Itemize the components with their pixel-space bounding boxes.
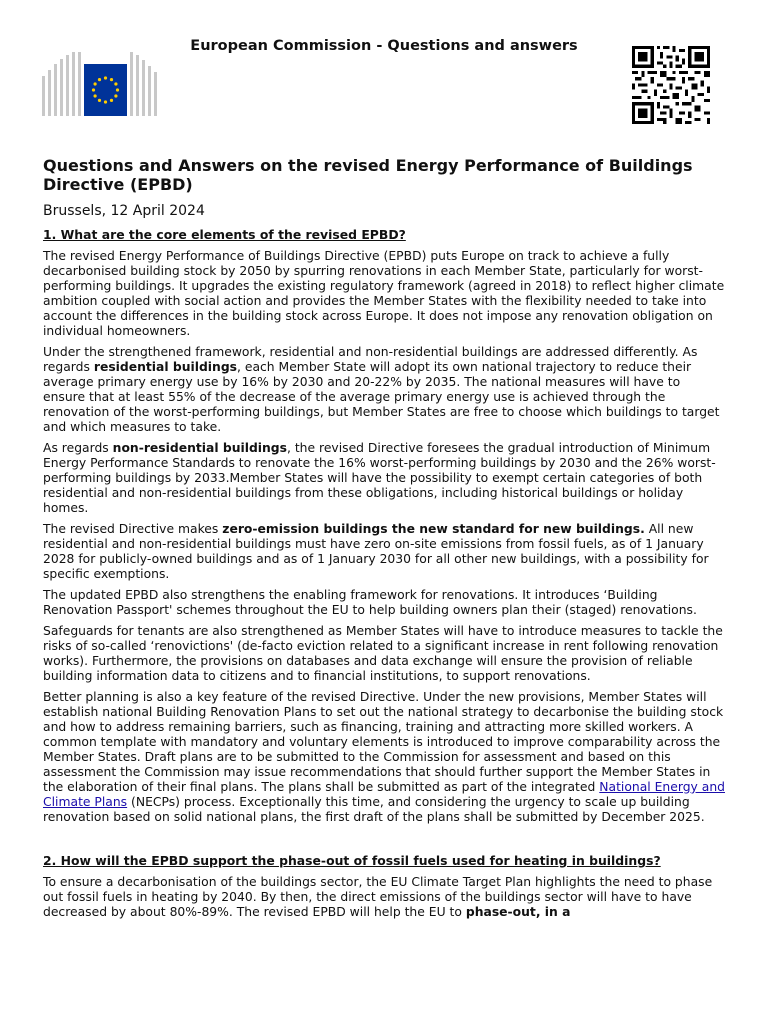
paragraph-8: [43, 875, 725, 920]
article-body: [43, 156, 725, 926]
paragraph-3-bold: non-residential buildings: [112, 441, 287, 455]
section-heading-2: 2. How will the EPBD support the phase-out of fossil fuels used for heating in buildings?: [43, 853, 661, 868]
paragraph-3: [43, 441, 725, 516]
paragraph-3-text-b: , the revised Directive foresees the gradual introduction of Minimum Energy Performance Standards to renovate the 16% worst-performing buildings by 2030 and the 26% worst-performing buildings by 2033.Member States will have the possibility to exempt certain categories of both residential and non-residential buildings from these obligations, including historical buildings or holiday homes.: [43, 441, 716, 515]
paragraph-4-bold: zero-emission buildings the new standard for new buildings.: [222, 522, 645, 536]
paragraph-6: Safeguards for tenants are also strengthened as Member States will have to introduce measures to tackle the risks of so-called ‘renovictions' (de-facto eviction related to a significant increase in rent following renovation works). Furthermore, the provisions on databases and data exchange will ensure the provision of reliable building information data to citizens and to financial institutions, to support renovations.: [43, 624, 723, 683]
paragraph-3-text-a: As regards: [43, 441, 113, 455]
paragraph-7-text-a: Better planning is also a key feature of the revised Directive. Under the new provisions, Member States will establish national Building Renovation Plans to set out the national strategy to decarbonise the building stock and how to address remaining barriers, such as financing, training and attracting more skilled workers. A common template with mandatory and voluntary elements is introduced to improve comparability across the Member States. Draft plans are to be submitted to the Commission for assessment and based on this assessment the Commission may issue recommendations that should further support the Member States in the elaboration of their final plans. The plans shall be submitted as part of the integrated: [43, 690, 724, 794]
paragraph-1: The revised Energy Performance of Buildings Directive (EPBD) puts Europe on track to achieve a fully decarbonised building stock by 2050 by spurring renovations in each Member State, particularly for worst-performing buildings. It upgrades the existing regulatory framework (agreed in 2018) to reflect higher climate ambition coupled with social action and provides the Member States with the flexibility needed to take into account the differences in the building stock across Europe. It does not impose any renovation obligation on individual homeowners.: [43, 249, 725, 338]
paragraph-4-text-b: All new residential and non-residential buildings must have zero on-site emissions from fossil fuels, as of 1 January 2028 for publicly-owned buildings and as of 1 January 2030 for all other new buildings, with a possibility for specific exemptions.: [43, 522, 709, 581]
paragraph-2-bold: residential buildings: [93, 360, 238, 374]
document-header-title: European Commission - Questions and answers: [190, 38, 578, 54]
paragraph-4-text-a: The revised Directive makes: [43, 522, 223, 536]
necp-link[interactable]: National Energy and Climate Plans: [43, 780, 725, 809]
dateline: Brussels, 12 April 2024: [43, 203, 205, 219]
section-spacer: [43, 831, 725, 853]
section-heading-1: 1. What are the core elements of the revised EPBD?: [43, 227, 406, 242]
article-title: Questions and Answers on the revised Energy Performance of Buildings Directive (EPBD): [43, 156, 693, 194]
paragraph-4: [43, 522, 725, 582]
paragraph-7-text-b: (NECPs) process. Exceptionally this time, and considering the urgency to scale up building renovation based on solid national plans, the first draft of the plans shall be submitted by December 2025.: [43, 795, 705, 824]
paragraph-8-text-a: To ensure a decarbonisation of the buildings sector, the EU Climate Target Plan highlights the need to phase out fossil fuels in heating by 2040. By then, the direct emissions of the buildings sector will have to have decreased by about 80%-89%. The revised EPBD will help the EU to: [43, 875, 713, 919]
paragraph-8-bold: phase-out, in a: [465, 905, 571, 919]
european-commission-logo: [42, 52, 157, 116]
paragraph-5: The updated EPBD also strengthens the enabling framework for renovations. It introduces ‘Building Renovation Passport' schemes throughout the EU to help building owners plan their (staged) renovations.: [43, 588, 697, 617]
qr-code: [632, 46, 710, 124]
paragraph-7: [43, 690, 725, 825]
paragraph-2-text-a: Under the strengthened framework, residential and non-residential buildings are addressed differently. As regards: [43, 345, 698, 374]
paragraph-2: [43, 345, 725, 435]
eu-flag: [84, 64, 127, 116]
paragraph-2-text-b: , each Member State will adopt its own national trajectory to reduce their average primary energy use by 16% by 2030 and 20-22% by 2035. The national measures will have to ensure that at least 55% of the decrease of the average primary energy use is achieved through the renovation of the worst-performing buildings, but Member States are free to choose which buildings to target and which measures to take.: [43, 360, 720, 434]
